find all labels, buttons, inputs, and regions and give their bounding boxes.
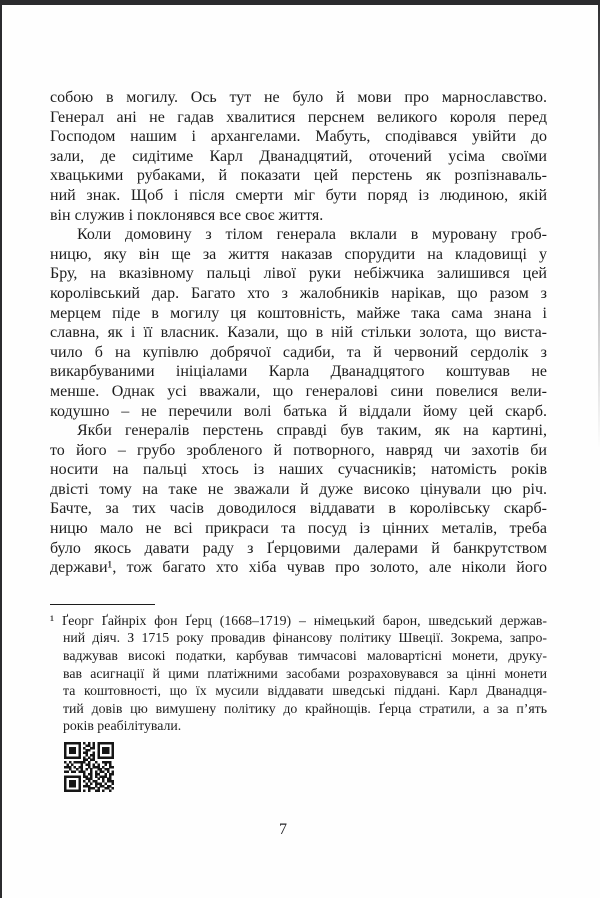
footnote-line: ваджував високі податки, карбував тимчасові маловартісні монети, друку- — [63, 648, 547, 664]
body-line: Якби генералів перстень справді був таким, як на картині, — [77, 422, 547, 440]
footnote — [50, 612, 547, 735]
left-edge-border — [0, 0, 2, 898]
footnote-line: ¹ Ґеорг Ґайнріх фон Ґерц (1668–1719) – німецький барон, шведський держав- — [50, 612, 547, 628]
body-line: собою в могилу. Ось тут не було й мови про марнославство. — [50, 89, 547, 106]
body-text — [50, 88, 547, 578]
body-line: кодушно – не перечили волі батька й віддали йому цей скарб. — [50, 402, 547, 420]
body-line: то його – грубо зробленого й потворного, навряд чи захотів би — [50, 441, 547, 459]
page-number: 7 — [279, 821, 287, 838]
body-line: хвацькими рубаками, й показати цей перстень як розпізнаваль- — [50, 167, 547, 185]
body-line: ницю мало не всі прикраси та посуд із цінних металів, треба — [50, 520, 547, 538]
body-line: чило б на купівлю добрячої садиби, та й червоний сердолік з — [50, 343, 547, 361]
body-line: Генерал ані не гадав хвалитися перснем великого короля перед — [50, 108, 547, 126]
body-line: Господом нашим і архангелами. Мабуть, сподівався увійти до — [50, 128, 547, 146]
body-line: Бру, на вказівному пальці лівої руки небіжчика залишився цей — [50, 265, 547, 283]
qr-code — [64, 742, 114, 792]
body-line: зали, де сидітиме Карл Дванадцятий, оточений усіма своїми — [50, 147, 547, 165]
page-text-column — [50, 88, 547, 792]
footnote-line: тий довів цю вимушену політику до крайнощів. Ґерца стратили, а за п’ять — [63, 700, 547, 716]
body-line: менше. Однак усі вважали, що генералові сини повелися вели- — [50, 382, 547, 400]
body-line: Коли домовину з тілом генерала вклали в муровану гроб- — [77, 226, 547, 244]
footnote-line: та коштовності, що їх мусили віддавати шведські піддані. Карл Дванадця- — [63, 683, 547, 699]
body-line: мерцем піде в могилу ця коштовність, майже така сама знана і — [50, 304, 547, 322]
footnote-separator — [50, 604, 155, 605]
body-line: королівський дар. Багато хто з жалобників нарікав, що разом з — [50, 284, 547, 302]
body-line: держави¹, тож багато хто хіба чував про золото, але ніколи його — [50, 559, 547, 577]
body-line: він служив і поклонявся все своє життя. — [50, 206, 324, 224]
footnote-line: ний діяч. З 1715 року провадив фінансову політику Швеції. Зокрема, запро- — [63, 630, 547, 646]
body-line: носити на пальці хтось із наших сучасників; натомість років — [50, 461, 547, 479]
body-line: ний знак. Щоб і після смерти міг бути поряд із людиною, якій — [50, 186, 547, 204]
top-edge-bar — [0, 0, 600, 5]
body-line: ницю, яку він ще за життя наказав спорудити на кладовищі у — [50, 245, 547, 263]
footnote-line: вав асигнації й цими платіжними засобами розраховувався за цінні монети — [63, 665, 547, 681]
body-line: Бачте, за тих часів доводилося віддавати в королівську скарб- — [50, 500, 547, 518]
body-line: двісті тому на таке не зважали й дуже високо цінували цю річ. — [50, 480, 547, 498]
body-line: було якось давати раду з Ґерцовими далерами й банкрутством — [50, 539, 547, 557]
body-line: викарбуваними ініціалами Карла Дванадцятого коштував не — [50, 363, 547, 381]
body-line: славна, як і її власник. Казали, що в ній стільки золота, що виста- — [50, 324, 547, 342]
footnote-line: років реабілітували. — [63, 718, 182, 734]
